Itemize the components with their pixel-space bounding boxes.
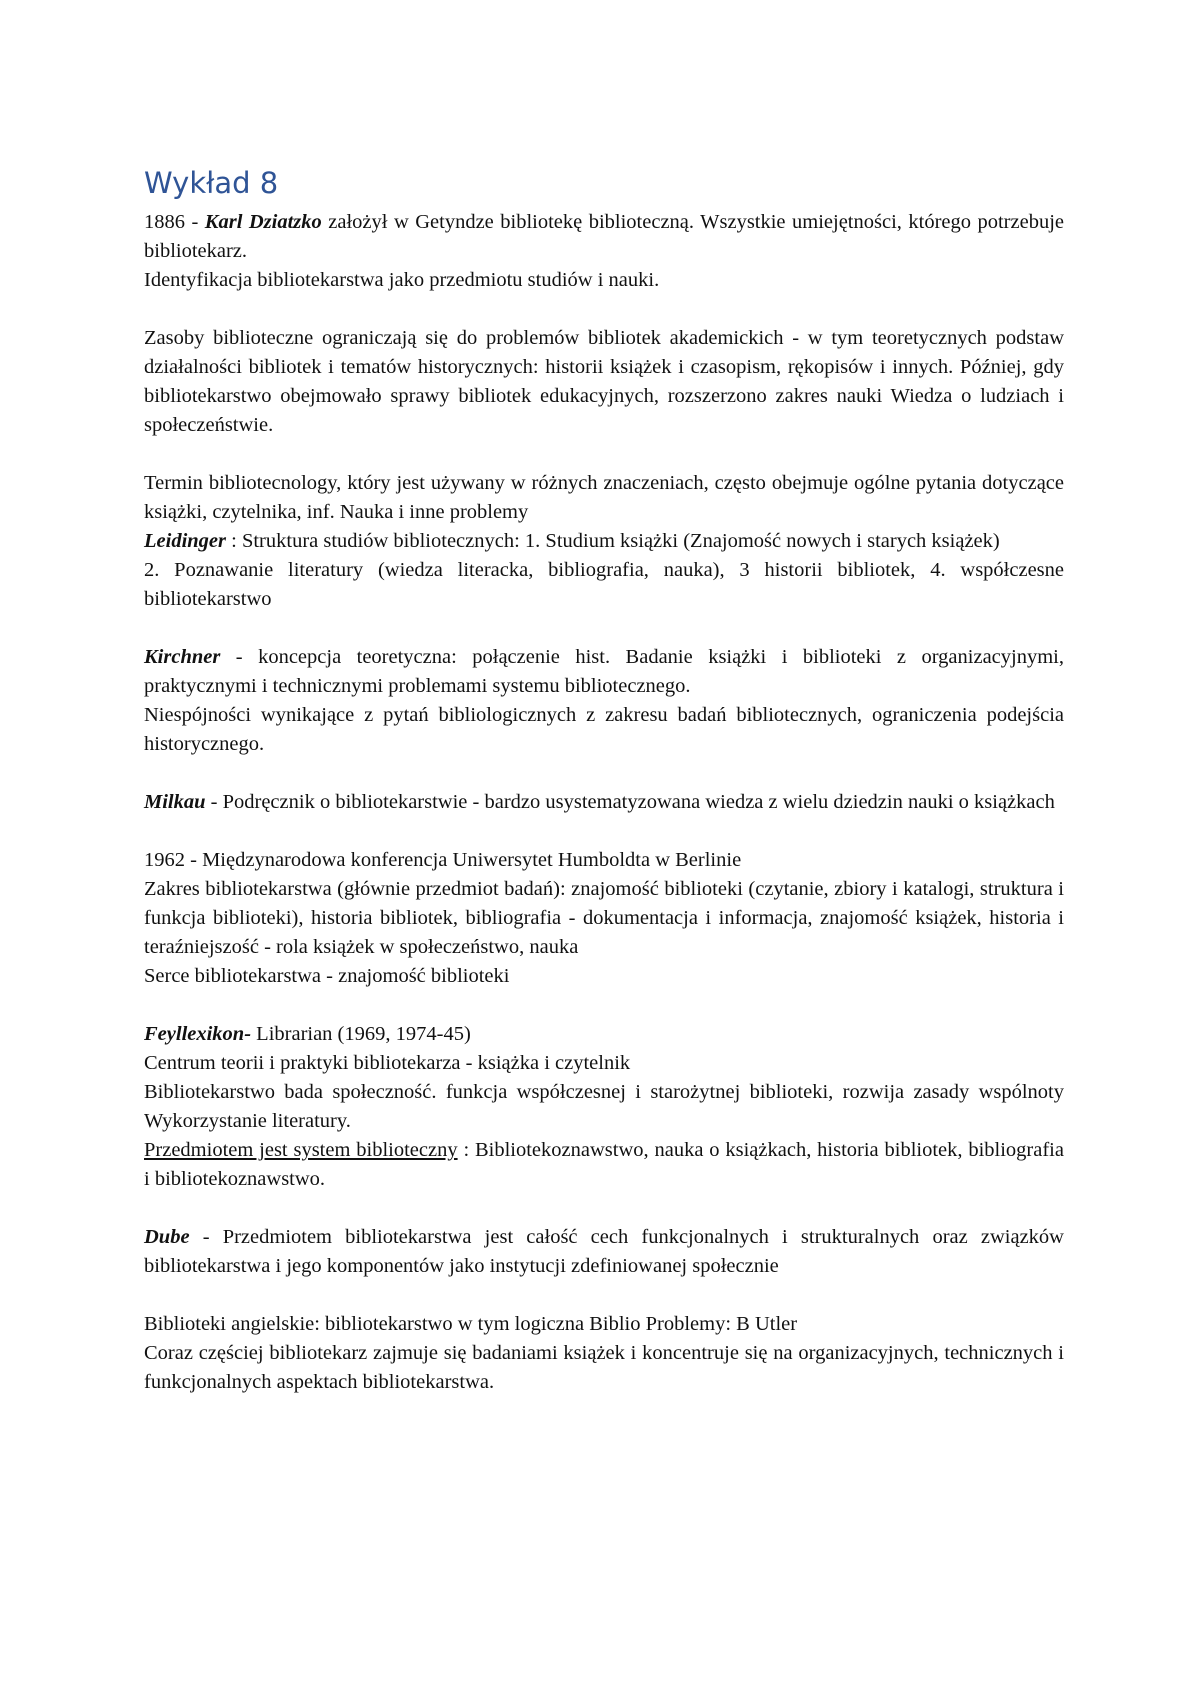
paragraph-subject	[144, 1136, 1064, 1194]
paragraph-kirchner	[144, 643, 1064, 701]
paragraph-center: Centrum teorii i praktyki bibliotekarza - książka i czytelnik	[144, 1052, 631, 1074]
paragraph-dube	[144, 1223, 1064, 1281]
paragraph-text: : Struktura studiów bibliotecznych: 1. Studium książki (Znajomość nowych i starych książek)	[226, 530, 1000, 552]
document-page	[144, 162, 1064, 1397]
paragraph-conference: 1962 - Międzynarodowa konferencja Uniwersytet Humboldta w Berlinie	[144, 849, 742, 871]
author-name: Dube	[144, 1226, 190, 1248]
paragraph-feyllexikon	[144, 1020, 1064, 1049]
paragraph-term: Termin bibliotecnology, który jest używany w różnych znaczeniach, często obejmuje ogólne pytania dotyczące książki, czytelnika, inf. Nauka i inne problemy	[144, 472, 1064, 523]
document-title: Wykład 8	[144, 166, 279, 200]
paragraph-english-libraries: Biblioteki angielskie: bibliotekarstwo w tym logiczna Biblio Problemy: B Utler	[144, 1313, 798, 1335]
paragraph-text: - koncepcja teoretyczna: połączenie hist. Badanie książki i biblioteki z organizacyjnymi, praktycznymi i technicznymi problemami systemu bibliotecznego.	[144, 646, 1064, 697]
paragraph-leidinger	[144, 527, 1064, 556]
paragraph-heart: Serce bibliotekarstwa - znajomość biblioteki	[144, 965, 510, 987]
paragraph-text: : Bibliotekoznawstwo, nauka o książkach, historia bibliotek, bibliografia i bibliotekoznawstwo.	[144, 1139, 1064, 1190]
paragraph-literature: 2. Poznawanie literatury (wiedza literacka, bibliografia, nauka), 3 historii bibliotek, 4. współczesne bibliotekarstwo	[144, 559, 1064, 610]
underlined-phrase: Przedmiotem jest system biblioteczny	[144, 1139, 458, 1161]
year-prefix: 1886 -	[144, 211, 205, 233]
paragraph-milkau	[144, 788, 1064, 817]
paragraph-resources: Zasoby biblioteczne ograniczają się do problemów bibliotek akademickich - w tym teoretycznych podstaw działalności bibliotek i tematów historycznych: historii książek i czasopism, rękopisów i innych. Później, gdy bibliotekarstwo obejmowało sprawy bibliotek edukacyjnych, rozszerzono zakres nauki Wiedza o ludziach i społeczeństwie.	[144, 327, 1064, 436]
author-name: Kirchner	[144, 646, 221, 668]
paragraph-inconsistencies: Niespójności wynikające z pytań bibliologicznych z zakresu badań bibliotecznych, ograniczenia podejścia historycznego.	[144, 704, 1064, 755]
paragraph-scope: Zakres bibliotekarstwa (głównie przedmiot badań): znajomość biblioteki (czytanie, zbiory i katalogi, struktura i funkcja biblioteki), historia bibliotek, bibliografia - dokumentacja i informacja, znajomość książek, historia i teraźniejszość - rola książek w społeczeństwo, nauka	[144, 878, 1064, 958]
paragraph-text: - Podręcznik o bibliotekarstwie - bardzo usystematyzowana wiedza z wielu dziedzin nauki o książkach	[205, 791, 1055, 813]
paragraph-text: założył w Getyndze bibliotekę biblioteczną. Wszystkie umiejętności, którego potrzebuje bibliotekarz.	[144, 211, 1064, 262]
author-name: Karl Dziatzko	[204, 211, 322, 233]
paragraph-dziatzko	[144, 208, 1064, 266]
author-name: Feyllexikon-	[144, 1023, 252, 1045]
paragraph-text: - Przedmiotem bibliotekarstwa jest całość cech funkcjonalnych i strukturalnych oraz związków bibliotekarstwa i jego komponentów jako instytucji zdefiniowanej społecznie	[144, 1226, 1064, 1277]
author-name: Leidinger	[144, 530, 226, 552]
paragraph-community: Bibliotekarstwo bada społeczność. funkcja współczesnej i starożytnej biblioteki, rozwija zasady wspólnoty Wykorzystanie literatury.	[144, 1081, 1064, 1132]
paragraph-increasingly: Coraz częściej bibliotekarz zajmuje się badaniami książek i koncentruje się na organizacyjnych, technicznych i funkcjonalnych aspektach bibliotekarstwa.	[144, 1342, 1064, 1393]
author-name: Milkau	[144, 791, 206, 813]
paragraph-identification: Identyfikacja bibliotekarstwa jako przedmiotu studiów i nauki.	[144, 269, 660, 291]
paragraph-text: Librarian (1969, 1974-45)	[251, 1023, 471, 1045]
